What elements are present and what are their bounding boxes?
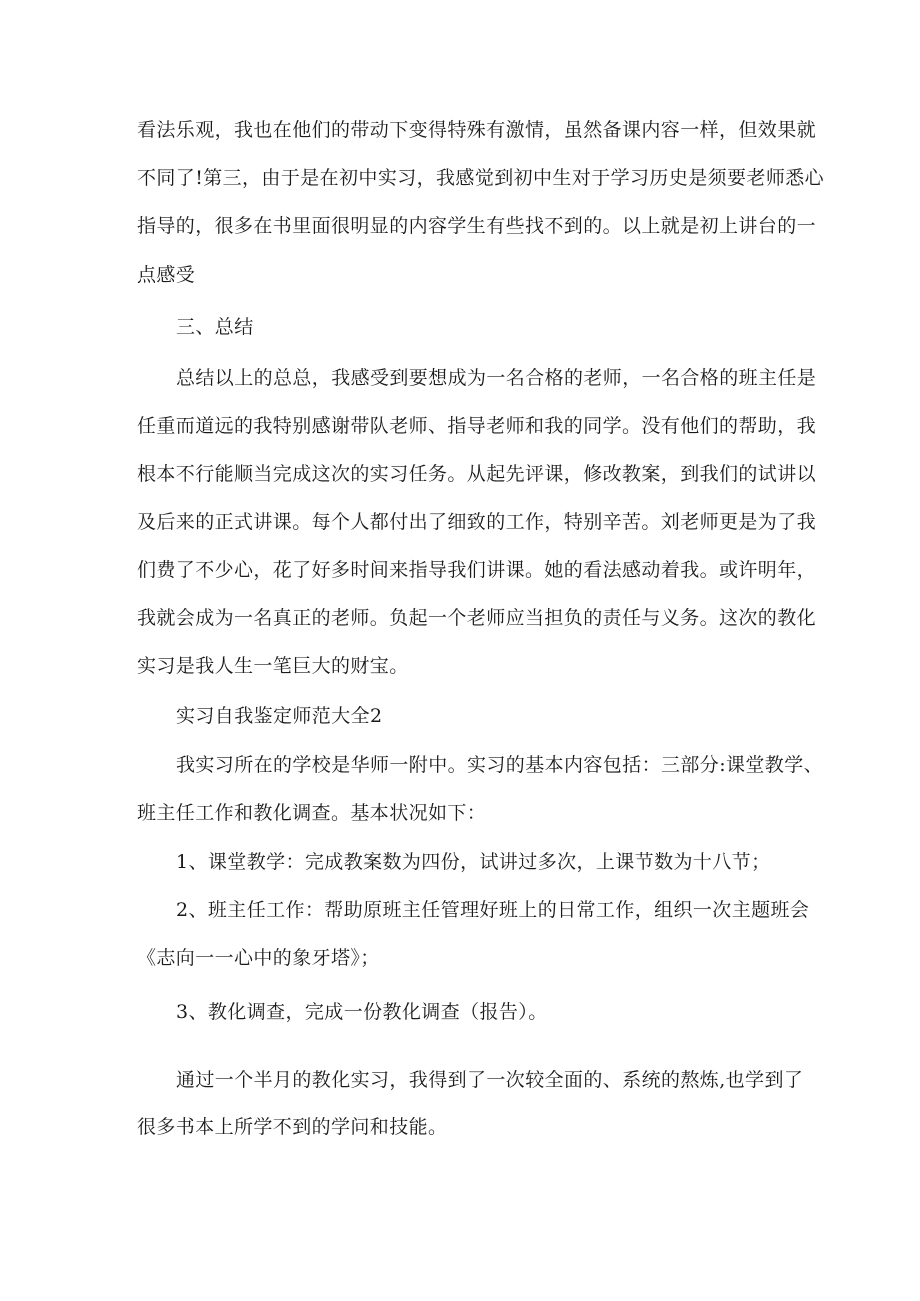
text-line: 根本不行能顺当完成这次的实习任务。从起先评课，修改教案，到我们的试讲以	[137, 463, 817, 485]
text-line: 不同了!第三，由于是在初中实习，我感觉到初中生对于学习历史是须要老师悉心	[137, 167, 825, 189]
list-item: 2、班主任工作：帮助原班主任管理好班上的日常工作，组织一次主题班会	[176, 899, 810, 921]
text-line: 看法乐观，我也在他们的带动下变得特殊有激情，虽然备课内容一样，但效果就	[137, 119, 817, 141]
list-item: 3、教化调查，完成一份教化调查（报告）。	[176, 1001, 548, 1023]
text-line: 总结以上的总总，我感受到要想成为一名合格的老师，一名合格的班主任是	[176, 367, 817, 389]
text-line: 《志向一一心中的象牙塔》；	[137, 947, 380, 969]
text-line: 们费了不少心，花了好多时间来指导我们讲课。她的看法感动着我。或许明年，	[137, 559, 817, 581]
text-line: 任重而道远的我特别感谢带队老师、指导老师和我的同学。没有他们的帮助，我	[137, 415, 817, 437]
text-line: 班主任工作和教化调查。基本状况如下：	[137, 802, 487, 824]
text-line: 点感受	[137, 264, 196, 286]
text-line: 我实习所在的学校是华师一附中。实习的基本内容包括：三部分:课堂教学、	[176, 754, 824, 776]
section-heading: 三、总结	[176, 316, 254, 338]
section-heading: 实习自我鉴定师范大全2	[176, 705, 383, 727]
text-line: 很多书本上所学不到的学问和技能。	[137, 1116, 448, 1138]
text-line: 我就会成为一名真正的老师。负起一个老师应当担负的责任与义务。这次的教化	[137, 607, 817, 629]
text-line: 指导的，很多在书里面很明显的内容学生有些找不到的。以上就是初上讲台的一	[137, 215, 817, 237]
text-line: 通过一个半月的教化实习，我得到了一次较全面的、系统的熬炼,也学到了	[176, 1069, 804, 1091]
text-line: 实习是我人生一笔巨大的财宝。	[137, 655, 409, 677]
list-item: 1、课堂教学：完成教案数为四份，试讲过多次，上课节数为十八节；	[176, 851, 771, 873]
text-line: 及后来的正式讲课。每个人都付出了细致的工作，特别辛苦。刘老师更是为了我	[137, 511, 817, 533]
